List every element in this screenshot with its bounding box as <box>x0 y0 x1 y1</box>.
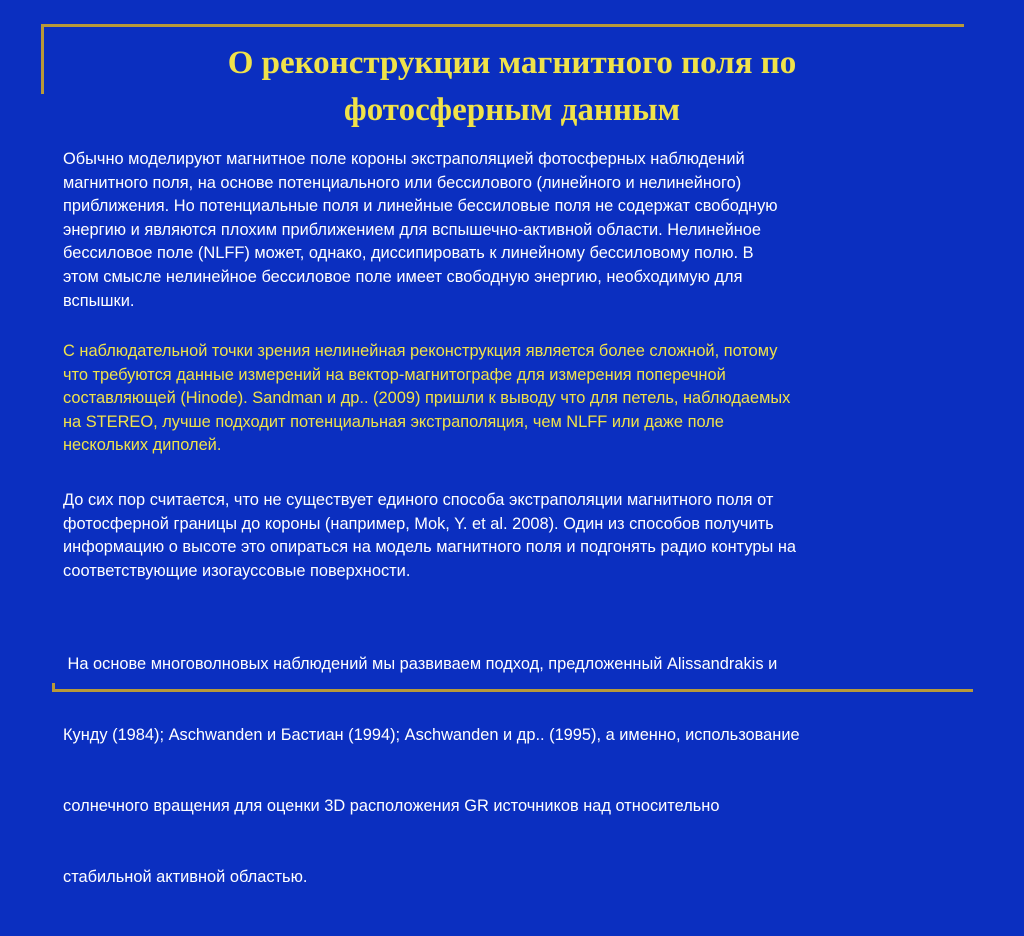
paragraph-line: на STEREO, лучше подходит потенциальная экстраполяция, чем NLFF или даже поле <box>63 412 724 431</box>
paragraph-line: что требуются данные измерений на вектор-магнитографе для измерения поперечной <box>63 365 726 384</box>
left-divider-line <box>41 24 44 94</box>
paragraph-line: Обычно моделируют магнитное поле короны экстраполяцией фотосферных наблюдений <box>63 150 745 168</box>
paragraph-line: На основе многоволновых наблюдений мы развиваем подход, предложенный Alissandrakis и <box>63 655 778 674</box>
paragraph-line: солнечного вращения для оценки 3D расположения GR источников над относительно <box>63 796 720 815</box>
paragraph-line: магнитного поля, на основе потенциального или бессилового (линейного и нелинейного) <box>63 173 742 192</box>
title-line-1: О реконструкции магнитного поля по <box>227 45 797 81</box>
paragraph-line: информацию о высоте это опираться на модель магнитного поля и подгонять радио контуры на <box>63 538 796 557</box>
paragraph-line: стабильной активной областью. <box>63 867 308 886</box>
paragraph-line: До сих пор считается, что не существует единого способа экстраполяции магнитного поля от <box>63 491 774 509</box>
bottom-divider-line <box>52 689 973 692</box>
paragraph-line: составляющей (Hinode). Sandman и др.. (2009) пришли к выводу что для петель, наблюдаемых <box>63 389 791 408</box>
paragraph-2 <box>63 340 963 458</box>
top-divider-line <box>43 24 964 27</box>
paragraph-1 <box>63 148 963 313</box>
paragraph-line: этом смысле нелинейное бессиловое поле имеет свободную энергию, необходимую для <box>63 267 743 286</box>
paragraph-line: вспышки. <box>63 291 135 310</box>
slide-title <box>110 40 914 134</box>
paragraph-line: нескольких диполей. <box>63 436 222 455</box>
paragraph-line: Кунду (1984); Aschwanden и Бастиан (1994); Aschwanden и др.. (1995), а именно, использование <box>63 725 800 744</box>
paragraph-3 <box>63 489 963 583</box>
paragraph-line: энергию и являются плохим приближением для вспышечно-активной области. Нелинейное <box>63 220 762 239</box>
paragraph-line: приближения. Но потенциальные поля и линейные бессиловые поля не содержат свободную <box>63 197 778 216</box>
paragraph-line: фотосферной границы до короны (например, Mok, Y. et al. 2008). Один из способов получить <box>63 514 774 533</box>
paragraph-4 <box>63 606 963 936</box>
paragraph-line: соответствующие изогауссовые поверхности. <box>63 561 411 580</box>
title-line-2: фотосферным данным <box>343 92 681 128</box>
paragraph-line: бессиловое поле (NLFF) может, однако, диссипировать к линейному бессиловому полю. В <box>63 244 754 263</box>
paragraph-line: С наблюдательной точки зрения нелинейная реконструкция является более сложной, потому <box>63 342 778 360</box>
